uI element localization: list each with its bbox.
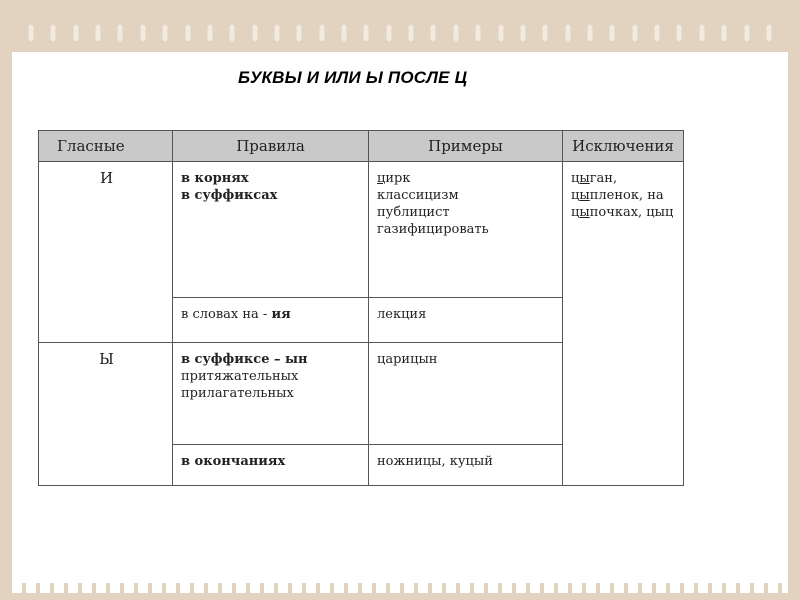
examples-cell [369,162,563,298]
exception-word: цыпленок, на [571,188,664,203]
rule-ia-words: в словах на - ия [173,298,369,343]
paper-torn-edge [12,583,788,593]
example-word: газифицировать [377,222,489,237]
header-exceptions: Исключения [563,131,684,162]
exception-word: цыпочках, цыц [571,205,674,220]
example-word: публицист [377,205,450,220]
rule-endings: в окончаниях [173,445,369,486]
example-word: цирк [377,171,411,186]
table-header-row [39,131,684,162]
example-word: лекция [369,298,563,343]
header-rules: Правила [173,131,369,162]
rule-line: в суффиксах [181,188,278,203]
example-word: классицизм [377,188,459,203]
header-examples: Примеры [369,131,563,162]
example-word: ножницы, куцый [369,445,563,486]
rule-line: в корнях [181,171,249,186]
exception-word: цыган, [571,171,618,186]
exceptions-cell [563,162,684,486]
vowel-i-cell: И [39,162,173,343]
rule-roots-suffixes [173,162,369,298]
table-row [39,162,684,298]
notebook-holes [28,24,772,44]
rule-suffix-yn: в суффиксе – ын притяжательных прилагательных [173,343,369,445]
example-word: царицын [369,343,563,445]
rules-table [38,130,684,486]
header-vowels: Гласные [39,131,173,162]
page-title: БУКВЫ И ИЛИ Ы ПОСЛЕ Ц [238,68,468,87]
vowel-y-cell: Ы [39,343,173,486]
